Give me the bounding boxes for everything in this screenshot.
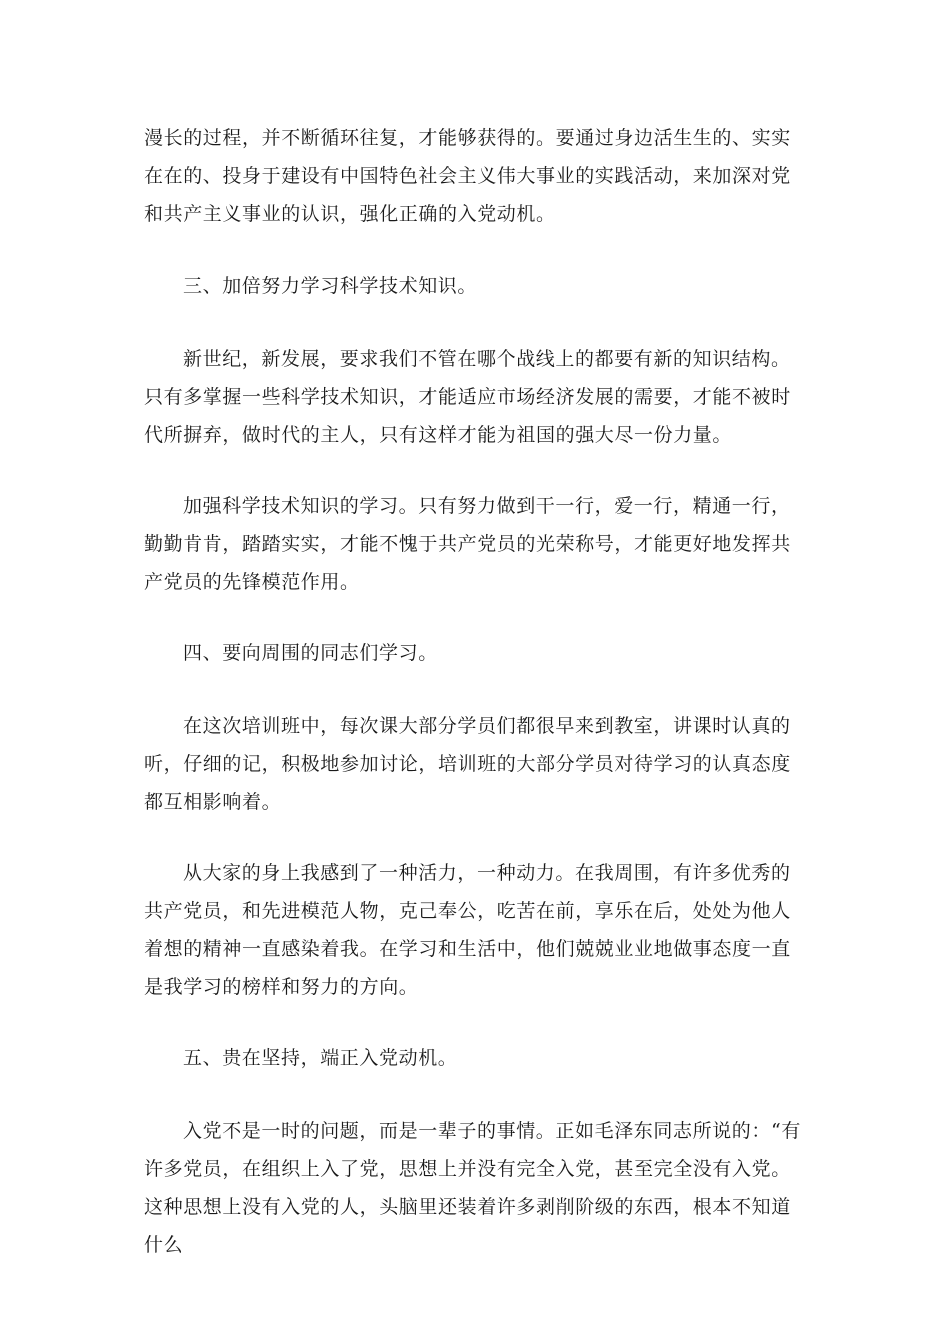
paragraph-new-century: 新世纪，新发展，要求我们不管在哪个战线上的都要有新的知识结构。只有多掌握一些科学技术知识，才能适应市场经济发展的需要，才能不被时代所摒弃，做时代的主人，只有这样才能为祖国的强大尽一份力量。 — [144, 348, 791, 446]
paragraph-continuation: 漫长的过程，并不断循环往复，才能够获得的。要通过身边活生生的、实实在在的、投身于建设有中国特色社会主义伟大事业的实践活动，来加深对党和共产主义事业的认识，强化正确的入党动机。 — [144, 127, 791, 225]
paragraph-lifelong: 入党不是一时的问题，而是一辈子的事情。正如毛泽东同志所说的：“有许多党员，在组织上入了党，思想上并没有完全入党，甚至完全没有入党。这种思想上没有入党的人，头脑里还装着许多剥削阶级的东西，根本不知道什么 — [144, 1120, 801, 1256]
paragraph-strengthen-learning: 加强科学技术知识的学习。只有努力做到干一行，爱一行，精通一行，勤勤肯肯，踏踏实实，才能不愧于共产党员的光荣称号，才能更好地发挥共产党员的先锋模范作用。 — [144, 495, 791, 593]
section-heading-3: 三、加倍努力学习科学技术知识。 — [183, 275, 478, 297]
paragraph-vitality: 从大家的身上我感到了一种活力，一种动力。在我周围，有许多优秀的共产党员，和先进模范人物，克己奉公，吃苦在前，享乐在后，处处为他人着想的精神一直感染着我。在学习和生活中，他们兢兢业业地做事态度一直是我学习的榜样和努力的方向。 — [144, 862, 791, 998]
section-heading-5: 五、贵在坚持，端正入党动机。 — [183, 1047, 458, 1069]
section-heading-4: 四、要向周围的同志们学习。 — [183, 642, 438, 664]
paragraph-training-class: 在这次培训班中，每次课大部分学员们都很早来到教室，讲课时认真的听，仔细的记，积极地参加讨论，培训班的大部分学员对待学习的认真态度都互相影响着。 — [144, 715, 791, 813]
